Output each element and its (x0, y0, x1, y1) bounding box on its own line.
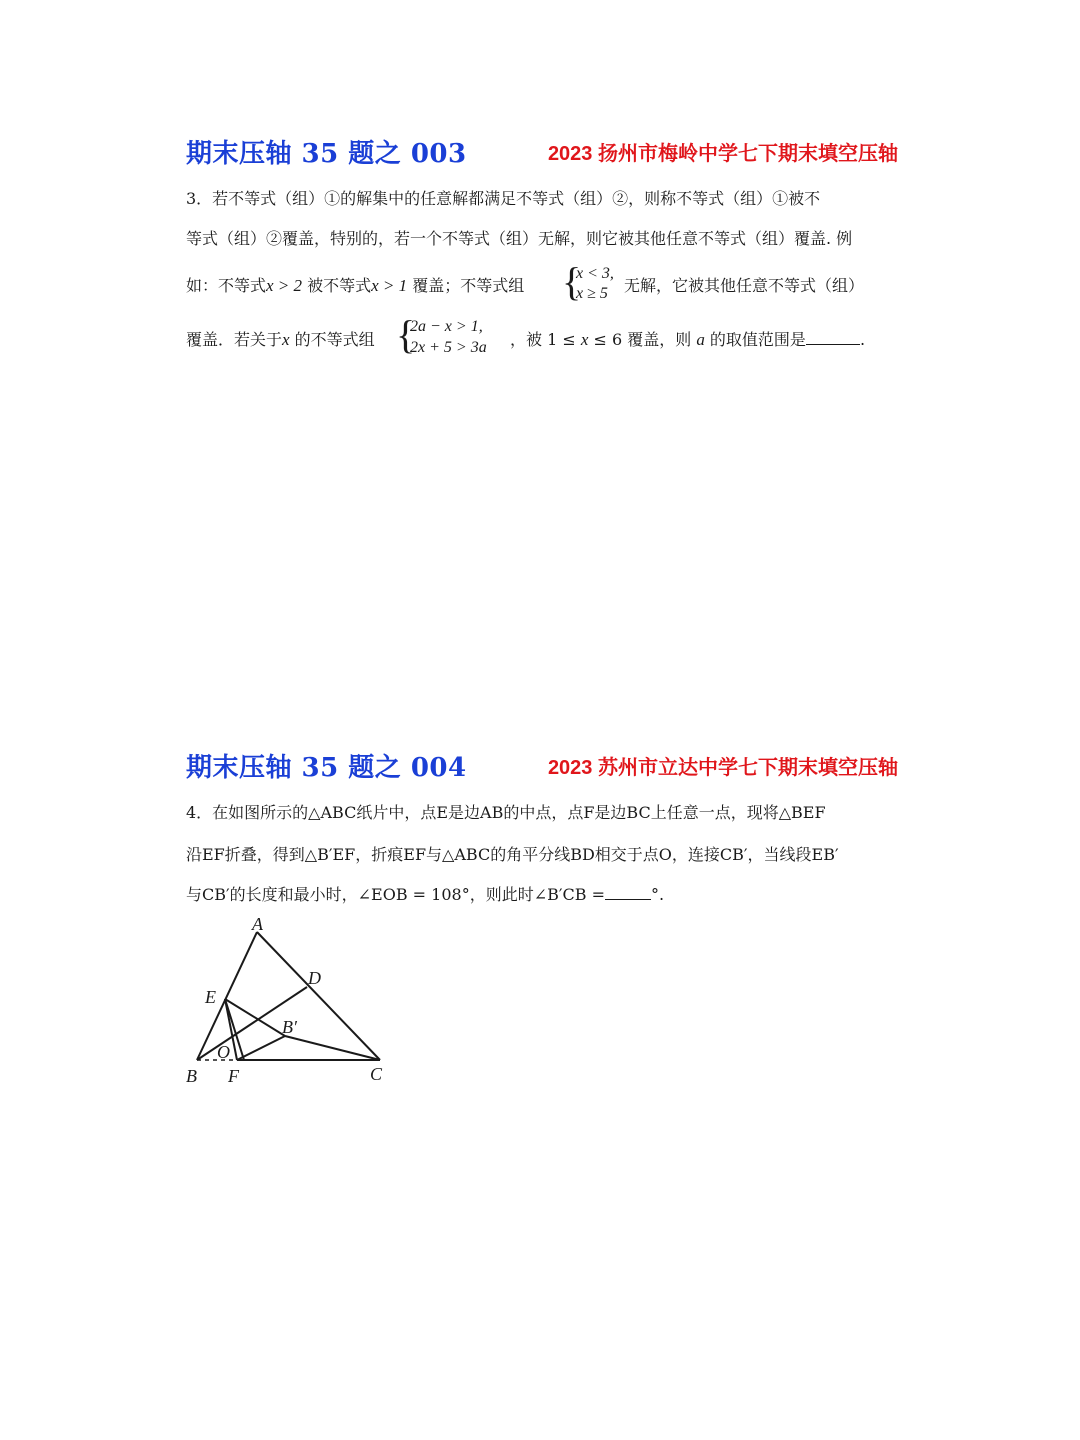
segment-FBp (237, 1036, 285, 1060)
brace: { (562, 259, 582, 304)
problem-4-source: 2023 苏州市立达中学七下期末填空压轴 (547, 757, 898, 779)
problem-3-line-4 (186, 327, 375, 350)
text: 与CB′的长度和最小时，∠EOB = 108°，则此时∠B′CB = (186, 885, 606, 904)
system-row-2: x ≥ 5 (576, 285, 608, 302)
segment-BpC (285, 1036, 380, 1060)
problem-3-source: 2023 扬州市梅岭中学七下期末填空压轴 (547, 143, 898, 165)
label-Bprime: B′ (282, 1017, 297, 1037)
label-O: O (217, 1042, 230, 1062)
system-row-1: x < 3, (576, 265, 614, 282)
problem-4-line-3 (186, 882, 664, 905)
text: ≤ 6 覆盖，则 (588, 330, 697, 349)
text: ，被 1 ≤ (510, 330, 581, 349)
problem-4-line-2: 沿EF折叠，得到△B′EF，折痕EF与△ABC的角平分线BD相交于点O，连接CB′，当线段EB′ (186, 845, 839, 864)
text: . (859, 330, 866, 349)
math: x (580, 330, 589, 349)
label-C: C (370, 1064, 383, 1084)
text: °. (651, 885, 665, 904)
problem-3-line-3-tail: 无解，它被其他任意不等式（组） (624, 276, 865, 295)
math: x > 1 (371, 276, 408, 295)
label-D: D (308, 968, 321, 988)
problem-4-series-title: 期末压轴 35 题之 004 (186, 753, 467, 783)
text: 如：不等式 (186, 276, 267, 295)
math: x > 2 (266, 276, 303, 295)
text: 被不等式 (302, 276, 372, 295)
label-E: E (205, 987, 216, 1007)
text: 覆盖．若关于 (186, 330, 283, 349)
triangle-figure (180, 910, 410, 1090)
text: 覆盖；不等式组 (407, 276, 525, 295)
answer-blank[interactable] (806, 330, 860, 345)
math: x (282, 330, 290, 349)
brace: { (396, 312, 416, 357)
problem-3-line-4-tail (510, 327, 865, 350)
problem-3-line-3 (186, 273, 524, 296)
problem-4-header (186, 747, 898, 787)
problem-3-series-title: 期末压轴 35 题之 003 (186, 139, 467, 169)
system-row-1: 2a − x > 1, (410, 318, 483, 335)
problem-3-header (186, 133, 898, 173)
problem-3-line-1: 3．若不等式（组）①的解集中的任意解都满足不等式（组）②，则称不等式（组）①被不 (186, 189, 821, 208)
system-row-2: 2x + 5 > 3a (410, 339, 487, 356)
text: 的不等式组 (289, 330, 375, 349)
problem-4-line-1: 4．在如图所示的△ABC纸片中，点E是边AB的中点，点F是边BC上任意一点，现将△BEF (186, 803, 826, 822)
label-F: F (228, 1066, 239, 1086)
text: 的取值范围是 (704, 330, 806, 349)
problem-3-line-2: 等式（组）②覆盖，特别的，若一个不等式（组）无解，则它被其他任意不等式（组）覆盖. 例 (186, 229, 853, 248)
label-B: B (186, 1066, 197, 1086)
answer-blank[interactable] (605, 885, 651, 900)
math: a (696, 330, 705, 349)
label-A: A (252, 914, 263, 934)
